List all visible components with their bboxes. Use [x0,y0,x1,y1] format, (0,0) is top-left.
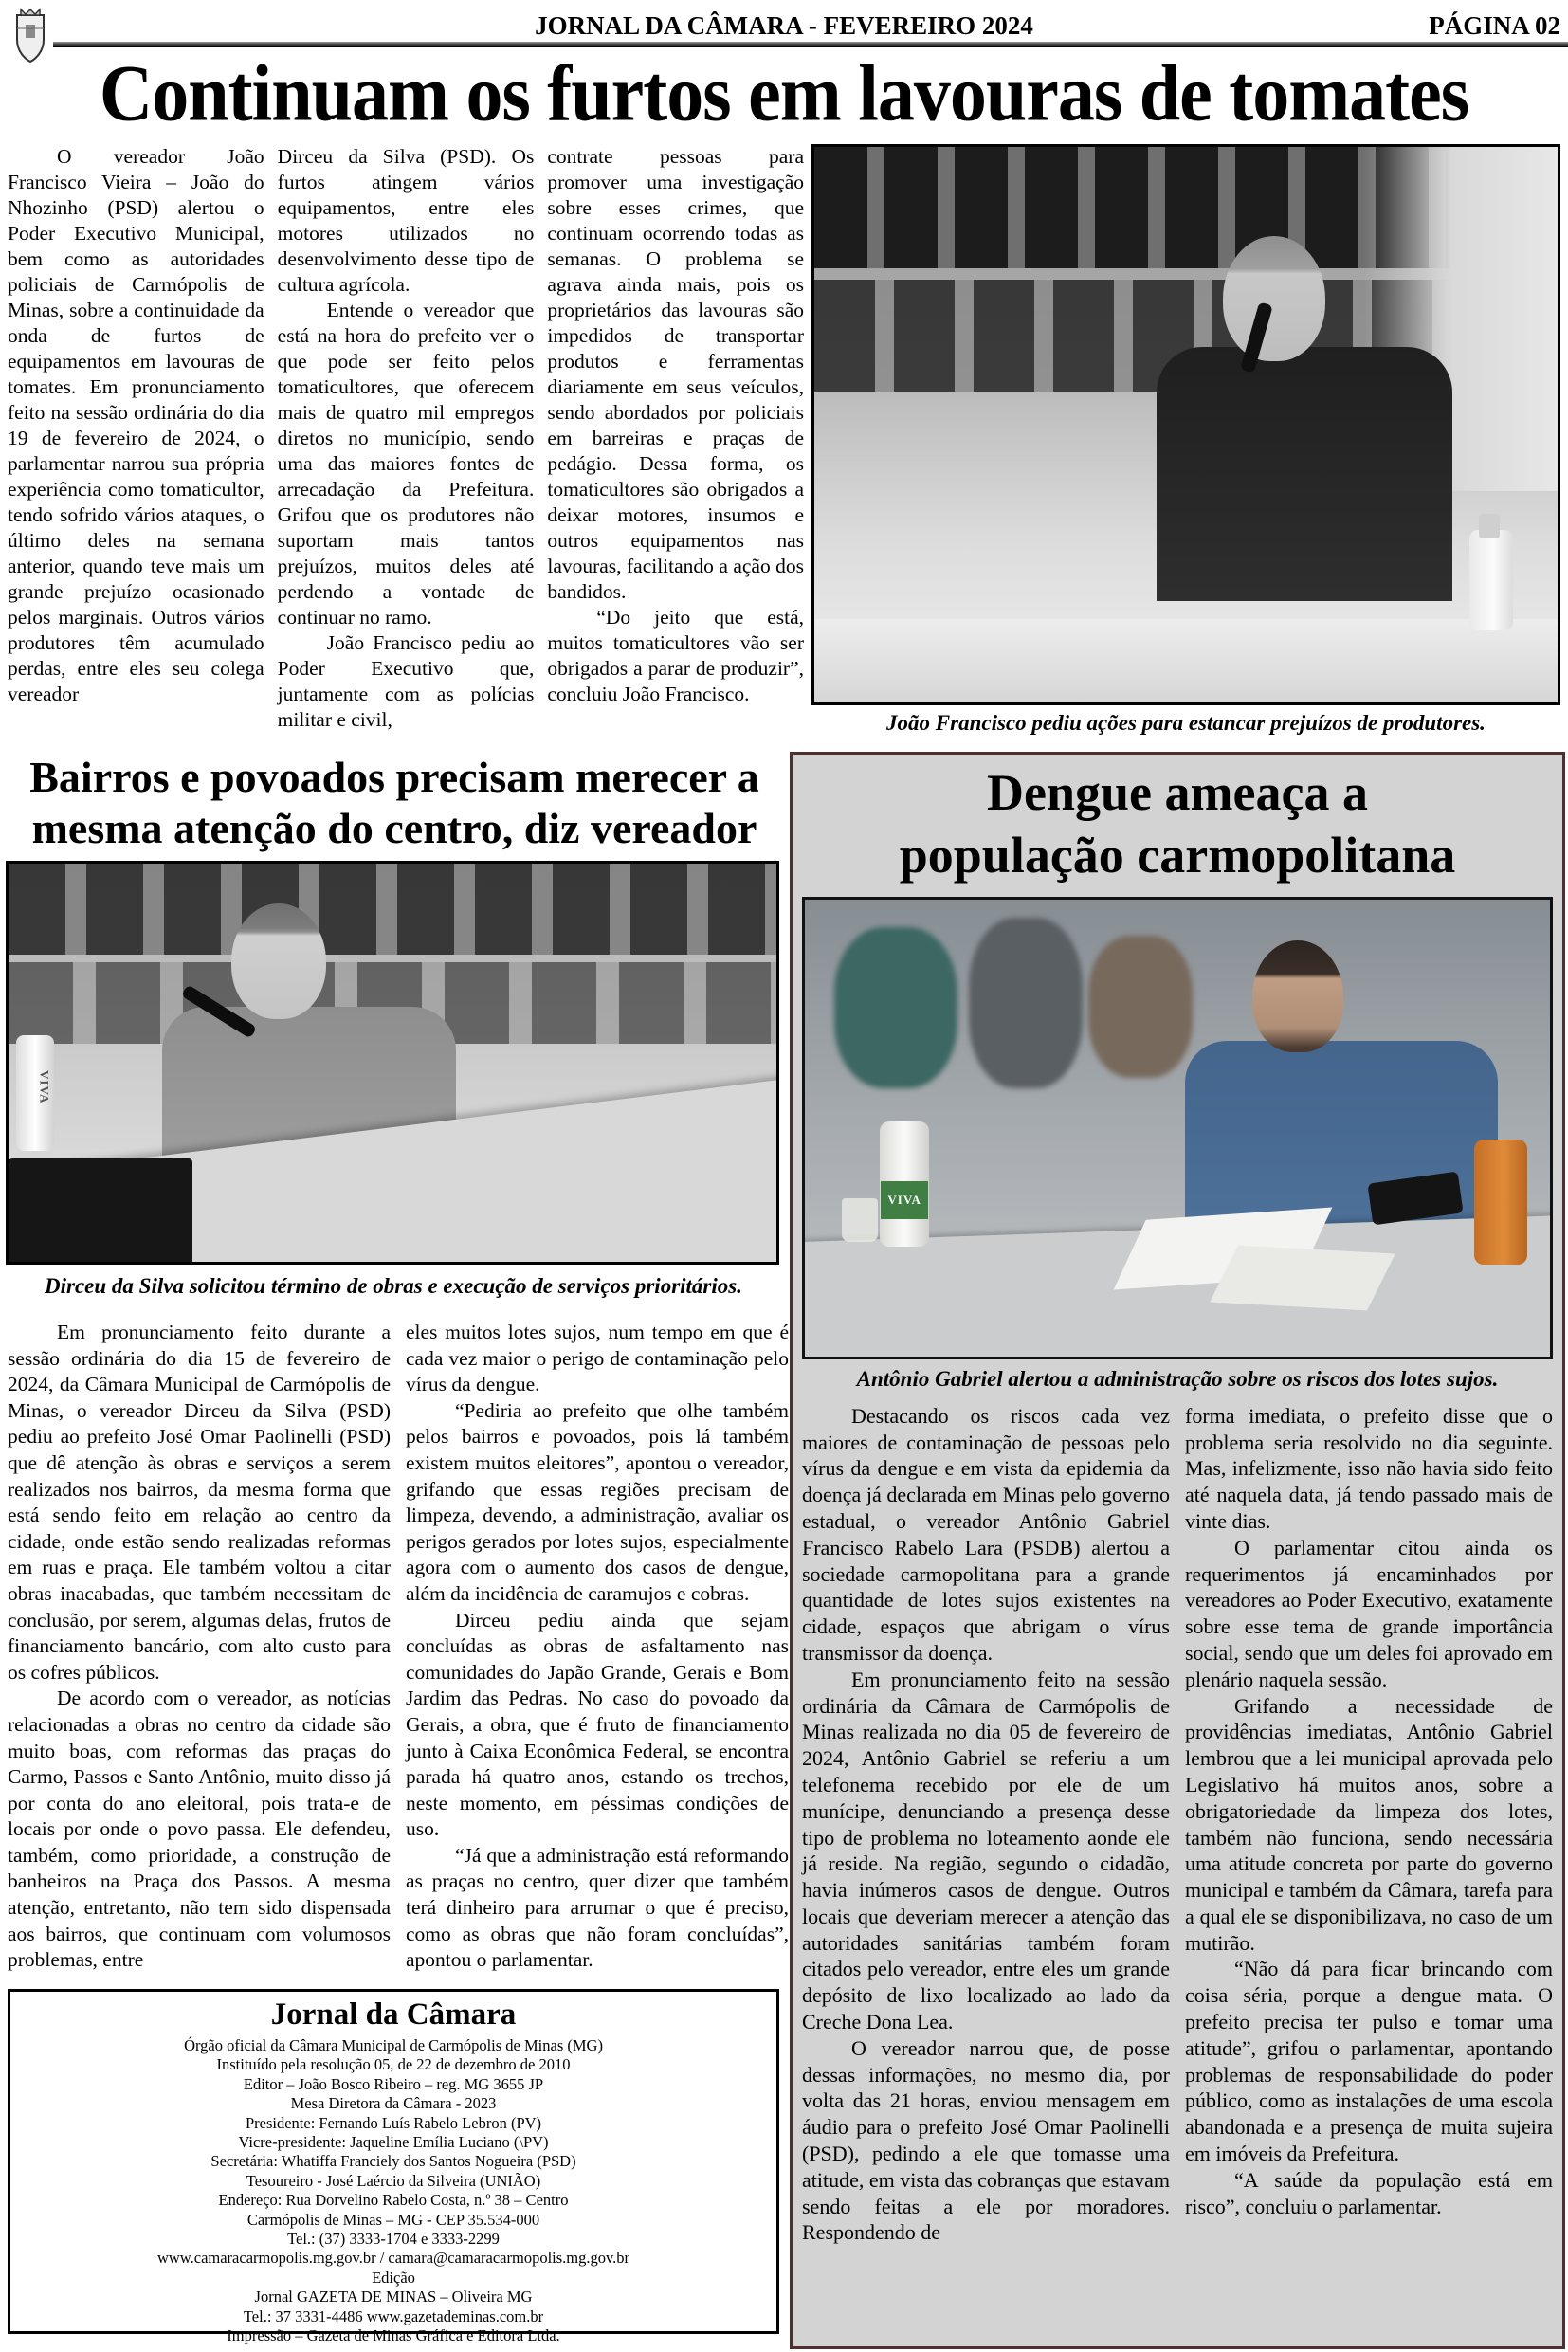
masthead-line: Tel.: (37) 3333-1704 e 3333-2299 [287,2230,500,2249]
paragraph: “Não dá para ficar brincando com coisa séria, porque a dengue mata. O prefeito precisa ter pulso e tomar uma atitude”, grifou o parlamentar, apontando problemas de responsabilidade do poder público, como as instalações de uma escola abandonada e a presença de muita sujeira em imóveis da Prefeitura. [1185,1957,1553,2166]
paragraph: O vereador narrou que, de posse dessas informações, no mesmo dia, por volta das 21 horas, enviou mensagem em áudio para o prefeito José Omar Paolinelli (PSD), pedindo a ele que tomasse uma atitude, em vista das cobranças que estavam sendo feitas a ele por moradores. Respondendo de [802,2035,1170,2245]
paragraph: De acordo com o vereador, as notícias relacionadas a obras no centro da cidade são muito boas, com reformas das praças do Carmo, Passos e Santo Antônio, muito disso já por conta do ano eleitoral, pois trata-e de locais por onde o povo passa. Ele defendeu, também, como prioridade, a construção de banheiros na Praça dos Passos. A mesma atenção, entretanto, não tem sido dispensada aos bairros, que continuam com volumosos problemas, entre [8,1687,391,1972]
masthead-line: Secretária: Whatiffa Franciely dos Santos Nogueira (PSD) [210,2152,576,2171]
paragraph: Dirceu pediu ainda que sejam concluídas as obras de asfaltamento nas comunidades do Japão Grande, Gerais e Bom Jardim das Pedras. No caso do povoado da Gerais, a obra, que é fruto de financiamento junto à Caixa Econômica Federal, se encontra parada há quatro anos, estando os trechos, neste momento, em péssimas condições de uso. [406,1608,789,1841]
photo-antonio-gabriel [802,897,1553,1359]
sanitizer-pump [1479,514,1500,538]
headline-dengue-line1: Dengue ameaça a [987,764,1368,821]
papers [1210,1245,1395,1310]
auditorium-chairs [9,864,776,955]
headline-bairros-line2: mesma atenção do centro, diz vereador [31,803,757,852]
paragraph: “A saúde da população está em risco”, concluiu o parlamentar. [1185,2167,1553,2218]
newspaper-name: JORNAL DA CÂMARA - FEVEREIRO 2024 [535,11,1033,40]
masthead-line: Órgão oficial da Câmara Municipal de Carmópolis de Minas (MG) [184,2036,603,2054]
paragraph: “Já que a administração está reformando as praças no centro, quer dizer que também terá dinheiro para arrumar o que é preciso, como as obras que não foram concluídas”, apontou o parlamentar. [406,1843,789,1972]
headline-furtos: Continuam os furtos em lavouras de tomates [99,48,1469,138]
masthead-line: Vicre-presidente: Jaqueline Emília Luciano (\PV) [238,2133,549,2152]
masthead-line: Mesa Diretora da Câmara - 2023 [290,2094,497,2113]
masthead-box [8,1989,779,2345]
caption-joao-francisco: João Francisco pediu ações para estancar prejuízos de produtores. [886,711,1486,735]
paragraph: “Do jeito que está, muitos tomaticultores vão ser obrigados a parar de produzir”, concluiu João Francisco. [547,606,805,705]
article-furtos-col2 [278,144,535,751]
masthead-line: Jornal GAZETA DE MINAS – Oliveira MG [254,2288,533,2306]
page-number: PÁGINA 02 [1429,11,1560,40]
photo-joao-francisco [811,144,1560,705]
caption-antonio-gabriel: Antônio Gabriel alertou a administração sobre os riscos dos lotes sujos. [856,1366,1499,1391]
sanitizer-bottle [1469,530,1513,630]
dengue-article-box [790,752,1565,2349]
person-head [1252,940,1343,1052]
desk [814,619,1558,702]
masthead-line: Edição [372,2268,415,2287]
article-dengue-text [802,1403,1553,2327]
masthead-title: Jornal da Câmara [270,1997,517,2032]
article-bairros-col1 [8,1320,391,1981]
bottle-label: VIVA [37,1070,52,1104]
paragraph: eles muitos lotes sujos, num tempo em que é cada vez maior o perigo de contaminação pelo vírus da dengue. [406,1321,789,1396]
glass-cup [842,1198,878,1242]
article-furtos-col3 [547,144,804,751]
person-head [1223,236,1325,361]
background-person [1088,936,1193,1078]
masthead-line: Tel.: 37 3331-4486 www.gazetademinas.com.br [243,2306,544,2325]
paragraph: Em pronunciamento feito na sessão ordinária da Câmara de Carmópolis de Minas realizada no dia 05 de fevereiro de 2024, Antônio Gabriel se referiu a um telefonema recebido por ele de um munícipe, denunciando a presença desse tipo de problema no loteamento aonde ele já reside. Na região, segundo o cidadão, havia inúmeros casos de dengue. Outros locais que deveriam merecer a atenção das autoridades sanitárias também foram citados pelo vereador, entre eles um grande depósito de lixo localizado ao lado da Creche Dona Lea. [802,1667,1170,2034]
person-silhouette [1157,347,1452,601]
caption-dirceu: Dirceu da Silva solicitou término de obras e execução de serviços prioritários. [45,1274,742,1298]
headline-bairros-line1: Bairros e povoados precisam merecer a [29,753,759,801]
paragraph: Dirceu da Silva (PSD). Os furtos atingem vários equipamentos, entre eles motores utilizados no desenvolvimento desse tipo de cultura agrícola. [277,145,535,296]
article-bairros-text [8,1320,789,1981]
background-person [969,918,1083,1088]
headline-dengue [793,762,1562,887]
paragraph: João Francisco pediu ao Poder Executivo que, juntamente com as polícias militar e civil, [277,631,535,731]
paragraph: forma imediata, o prefeito disse que o problema seria resolvido no dia seguinte. Mas, infelizmente, isso não havia sido feito até naquela data, já tendo passado mais de vinte dias. [1185,1403,1553,1533]
paragraph: Destacando os riscos cada vez maiores de contaminação de pessoas pelo vírus da dengue e em vista da epidemia da doença já declarada em Minas pelo governo estadual, o vereador Antônio Gabriel Francisco Rabelo Lara (PSDB) alertou a sociedade carmopolitana para a grande quantidade de lotes sujos existentes na cidade, espaços que abrigam o vírus transmissor da doença. [802,1403,1170,1665]
paragraph: Grifando a necessidade de providências imediatas, Antônio Gabriel lembrou que a lei municipal aprovada pelo Legislativo há muitos anos, sobre a obrigatoriedade da limpeza dos lotes, também não funciona, sendo necessária uma atitude concreta por parte do governo municipal e também da Câmara, tarefa para a qual ele se disponibilizava, no caso de um mutirão. [1185,1693,1553,1955]
masthead-line: Endereço: Rua Dorvelino Rabelo Costa, n.º 38 – Centro [218,2191,569,2210]
headline-bairros [0,752,789,854]
article-furtos-col1 [8,144,264,751]
monitor [9,1158,192,1262]
masthead-line: Tesoureiro - José Laércio da Silveira (UNIÃO) [246,2171,541,2190]
article-bairros-col2 [406,1320,789,1981]
paragraph: contrate pessoas para promover uma investigação sobre esses crimes, que continuam ocorrendo todas as semanas. O problema se agrava ainda mais, pois os proprietários das lavouras são impedidos de transportar produtos e ferramentas diariamente em seus veículos, sendo abordados por policiais em barreiras e praças de pedágio. Dessa forma, os tomaticultores são obrigados a deixar motores, insumos e outros equipamentos nas lavouras, facilitando a ação dos bandidos. [547,145,805,603]
person-head [231,903,326,1019]
paragraph: Em pronunciamento feito durante a sessão ordinária do dia 15 de fevereiro de 2024, da Câmara Municipal de Carmópolis de Minas, o vereador Dirceu da Silva (PSD) pediu ao prefeito José Omar Paolinelli (PSD) que dê atenção às obras e serviços a serem realizados nos bairros, da mesma forma que está sendo feito em relação ao centro da cidade, onde estão sendo realizadas reformas em ruas e praça. Ele também voltou a citar obras inacabadas, que também necessitam de conclusão, por serem, algumas delas, frutos de financiamento bancário, com alto custo para os cofres públicos. [8,1321,391,1684]
article-dengue-col1 [802,1403,1170,2327]
article-furtos-text [8,144,804,751]
paragraph: Entende o vereador que está na hora do prefeito ver o que pode ser feito pelos tomaticultores, que oferecem mais de quatro mil empregos diretos no município, sendo uma das maiores fontes de arrecadação da Prefeitura. Grifou que os produtores não suportam mais tantos prejuízos, muitos deles até perdendo a vontade de continuar no ramo. [277,299,535,629]
masthead-line: Instituído pela resolução 05, de 22 de dezembro de 2010 [216,2055,571,2074]
masthead-line: Carmópolis de Minas – MG - CEP 35.534-000 [246,2210,540,2229]
bottle-label: VIVA [881,1181,928,1219]
masthead-line: Editor – João Bosco Ribeiro – reg. MG 3655 JP [243,2074,544,2093]
paragraph: O vereador João Francisco Vieira – João do Nhozinho (PSD) alertou o Poder Executivo Municipal, bem como as autoridades policiais de Carmópolis de Minas, sobre a continuidade da onda de furtos de equipamentos em lavouras de tomates. Em pronunciamento feito na sessão ordinária do dia 19 de fevereiro de 2024, o parlamentar narrou sua própria experiência como tomaticultor, tendo sofrido vários ataques, o último deles na semana anterior, quando teve mais um grande prejuízo ocasionado pelos marginais. Outros vários produtores têm acumulado perdas, entre eles seu colega vereador [8,145,264,705]
photo-dirceu-da-silva [6,861,779,1265]
background-person [834,927,957,1088]
article-dengue-col2 [1185,1403,1553,2327]
paragraph: O parlamentar citou ainda os requerimentos já encaminhados por vereadores ao Poder Executivo, exatamente sobre esse tema de grande importância social, sendo que um deles foi aprovado em plenário naquela sessão. [1185,1535,1553,1691]
masthead-line: Impressão – Gazeta de Minas Gráfica e Editora Ltda. [227,2326,560,2345]
headline-dengue-line2: população carmopolitana [899,826,1456,884]
masthead-line: Presidente: Fernando Luís Rabelo Lebron (PV) [245,2113,542,2132]
paragraph: “Pediria ao prefeito que olhe também pelos bairros e povoados, pois lá também existem muitos eleitores”, apontou o vereador, grifando que essas regiões precisam de limpeza, devendo, a administração, avaliar os perigos gerados por lotes sujos, especialmente agora com o aumento dos casos de dengue, além da incidência de caramujos e cobras. [406,1398,789,1605]
orange-bottle [1474,1140,1527,1265]
masthead-line: www.camaracarmopolis.mg.gov.br / camara@camaracarmopolis.mg.gov.br [156,2249,630,2268]
